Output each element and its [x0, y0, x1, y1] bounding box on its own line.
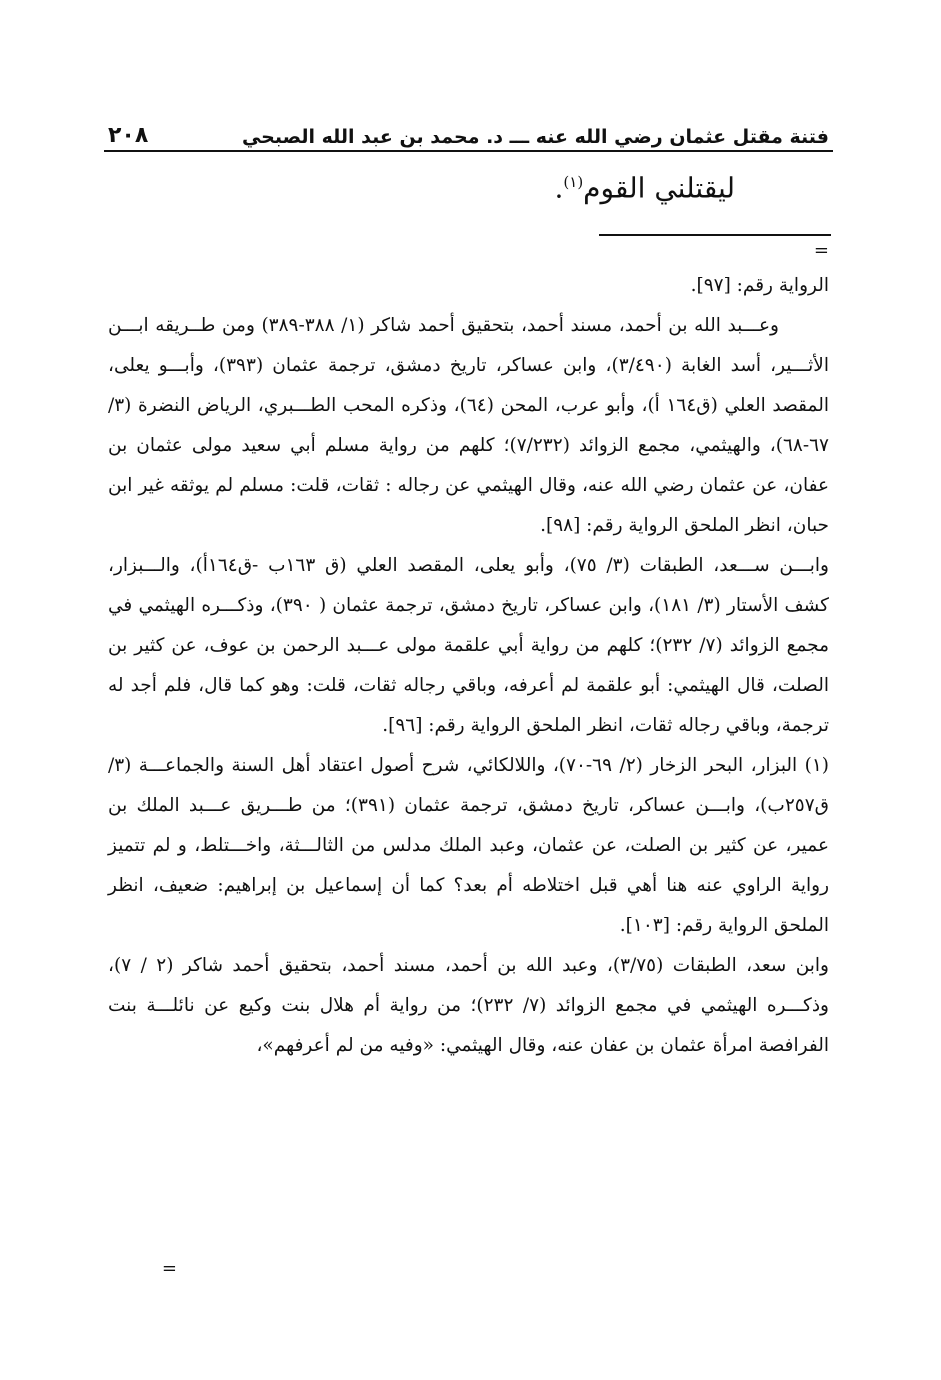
footnotes — [108, 266, 829, 1066]
main-text-content: ليقتلني القوم — [583, 171, 735, 205]
header-rule — [104, 150, 833, 152]
footnote-paragraph: وعـــبد الله بن أحمد، مسند أحمد، بتحقيق أحمد شاكر (١/ ٣٨٨-٣٨٩) ومن طــريقه ابـــن الأثـــير، أسد الغابة (٣/٤٩٠)، وابن عساكر، تاريخ دمشق، ترجمة عثمان (٣٩٣)، وأبـــو يعلى، المقصد العلي (ق١٦٤ أ)، وأبو عرب، المحن (٦٤)، وذكره المحب الطـــبري، الرياض النضرة (٣/ ٦٧-٦٨)، والهيثمي، مجمع الزوائد (٧/٢٣٢)؛ كلهم من رواية مسلم أبي سعيد مولى عثمان بن عفان، عن عثمان رضي الله عنه، وقال الهيثمي عن رجاله : ثقات، قلت: مسلم لم يوثقه غير ابن حبان، انظر الملحق الرواية رقم: [٩٨]. — [108, 315, 829, 536]
continuation-mark-bottom: = — [161, 1258, 177, 1279]
footnote-paragraph: الرواية رقم: [٩٧]. — [690, 275, 829, 296]
header-title: فتنة مقتل عثمان رضي الله عنه ـــ د. محمد بن عبد الله الصبحي — [241, 126, 829, 148]
main-text-end: . — [554, 171, 564, 205]
footnote-reference: (١) — [563, 173, 584, 191]
running-header — [108, 108, 829, 148]
footnote-paragraph: وابـــن ســـعد، الطبقات (٣/ ٧٥)، وأبو يعلى، المقصد العلي (ق ١٦٣ب -ق١٦٤أ)، والـــبزار، كشف الأستار (٣/ ١٨١)، وابن عساكر، تاريخ دمشق، ترجمة عثمان ( ٣٩٠)، وذكـــره الهيثمي في مجمع الزوائد (٧/ ٢٣٢)؛ كلهم من رواية أبي علقمة مولى عـــبد الرحمن بن عوف، عن كثير بن الصلت، قال الهيثمي: أبو علقمة لم أعرفه، وباقي رجاله ثقات، قلت: وهو كما قال، فلم أجد له ترجمة، وباقي رجاله ثقات، انظر الملحق الرواية رقم: [٩٦]. — [108, 555, 829, 736]
footnote-separator — [599, 234, 831, 236]
footnote-paragraph: وابن سعد، الطبقات (٣/٧٥)، وعبد الله بن أحمد، مسند أحمد، بتحقيق أحمد شاكر (٢ / ٧)، وذكـــره الهيثمي في مجمع الزوائد (٧/ ٢٣٢)؛ من رواية أم هلال بنت وكيع عن نائلـــة بنت الفرافصة امرأة عثمان بن عفان عنه، وقال الهيثمي: «وفيه من لم أعرفهم»، — [108, 955, 829, 1056]
footnote-paragraph: (١) البزار، البحر الزخار (٢/ ٦٩-٧٠)، واللالكائي، شرح أصول اعتقاد أهل السنة والجماعـــة (٣/ ق٢٥٧ب)، وابـــن عساكر، تاريخ دمشق، ترجمة عثمان (٣٩١)؛ من طـــريق عـــبد الملك بن عمير، عن كثير بن الصلت، عن عثمان، وعبد الملك مدلس من الثالـــثة، واخـــتلط، و لم تتميز رواية الراوي عنه هنا أهي قبل اختلاطه أم بعد؟ كما أن إسماعيل بن إبراهيم: ضعيف، انظر الملحق الرواية رقم: [١٠٣]. — [108, 755, 829, 936]
continuation-mark-top: = — [813, 240, 829, 261]
page-number: ٢٠٨ — [108, 123, 149, 148]
main-text — [554, 156, 735, 214]
